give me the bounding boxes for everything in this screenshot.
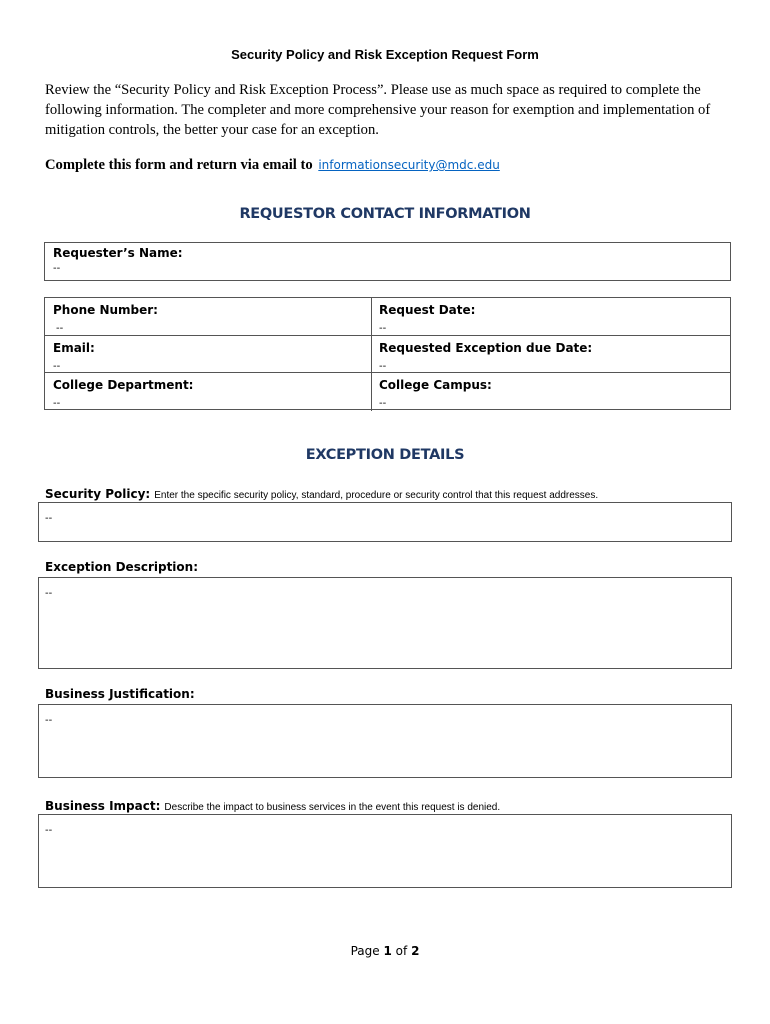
exception-description-label: Exception Description: (45, 560, 199, 574)
exception-description-value: -- (45, 588, 53, 599)
email-field[interactable] (45, 336, 372, 373)
request-date-value: -- (379, 323, 387, 334)
instruction-text: Complete this form and return via email to (45, 157, 313, 173)
security-policy-heading (45, 485, 745, 503)
page-of: of (395, 944, 408, 958)
business-justification-label: Business Justification: (45, 687, 195, 701)
security-policy-label: Security Policy: (45, 487, 151, 501)
exception-description-input[interactable] (38, 577, 732, 669)
business-impact-hint: Describe the impact to business services in the event this request is denied. (164, 802, 501, 813)
table-row (45, 336, 730, 374)
page-number (0, 944, 770, 958)
table-row (45, 373, 730, 411)
phone-number-value: -- (56, 323, 64, 334)
page-current: 1 (383, 944, 392, 958)
requester-name-value: -- (53, 263, 61, 274)
requestor-section-heading: REQUESTOR CONTACT INFORMATION (239, 206, 531, 222)
department-value: -- (53, 398, 61, 410)
page-word: Page (350, 944, 380, 958)
department-field[interactable] (45, 373, 372, 411)
business-justification-input[interactable] (38, 704, 732, 778)
due-date-label: Requested Exception due Date: (379, 340, 593, 355)
due-date-value: -- (379, 360, 387, 372)
business-justification-value: -- (45, 715, 53, 726)
campus-field[interactable] (372, 373, 732, 411)
form-title: Security Policy and Risk Exception Request Form (231, 47, 539, 62)
phone-number-label: Phone Number: (53, 303, 158, 317)
contact-details-table (44, 297, 731, 410)
security-policy-input[interactable] (38, 502, 732, 542)
business-impact-input[interactable] (38, 814, 732, 888)
request-date-field[interactable] (372, 298, 732, 335)
department-label: College Department: (53, 378, 194, 393)
page-total: 2 (411, 944, 420, 958)
requester-name-label: Requester’s Name: (53, 246, 183, 260)
email-label: Email: (53, 340, 95, 355)
business-impact-label: Business Impact: (45, 799, 161, 813)
security-policy-hint: Enter the specific security policy, standard, procedure or security control that this request addresses. (154, 490, 599, 501)
phone-number-field[interactable] (45, 298, 372, 335)
return-instruction (45, 157, 500, 174)
email-link[interactable]: informationsecurity@mdc.edu (318, 158, 500, 172)
request-date-label: Request Date: (379, 303, 476, 317)
email-value: -- (53, 360, 61, 372)
business-impact-value: -- (45, 825, 53, 836)
campus-value: -- (379, 398, 387, 410)
due-date-field[interactable] (372, 336, 732, 373)
intro-paragraph: Review the “Security Policy and Risk Exception Process”. Please use as much space as required to complete the following information. The completer and more comprehensive your reason for exemption and implementation of mitigation controls, the better your case for an exception. (45, 82, 711, 138)
security-policy-value: -- (45, 513, 53, 524)
campus-label: College Campus: (379, 378, 492, 393)
table-row (45, 298, 730, 336)
requester-name-field[interactable] (44, 242, 731, 281)
business-impact-heading (45, 797, 745, 815)
exception-section-heading: EXCEPTION DETAILS (305, 447, 465, 463)
